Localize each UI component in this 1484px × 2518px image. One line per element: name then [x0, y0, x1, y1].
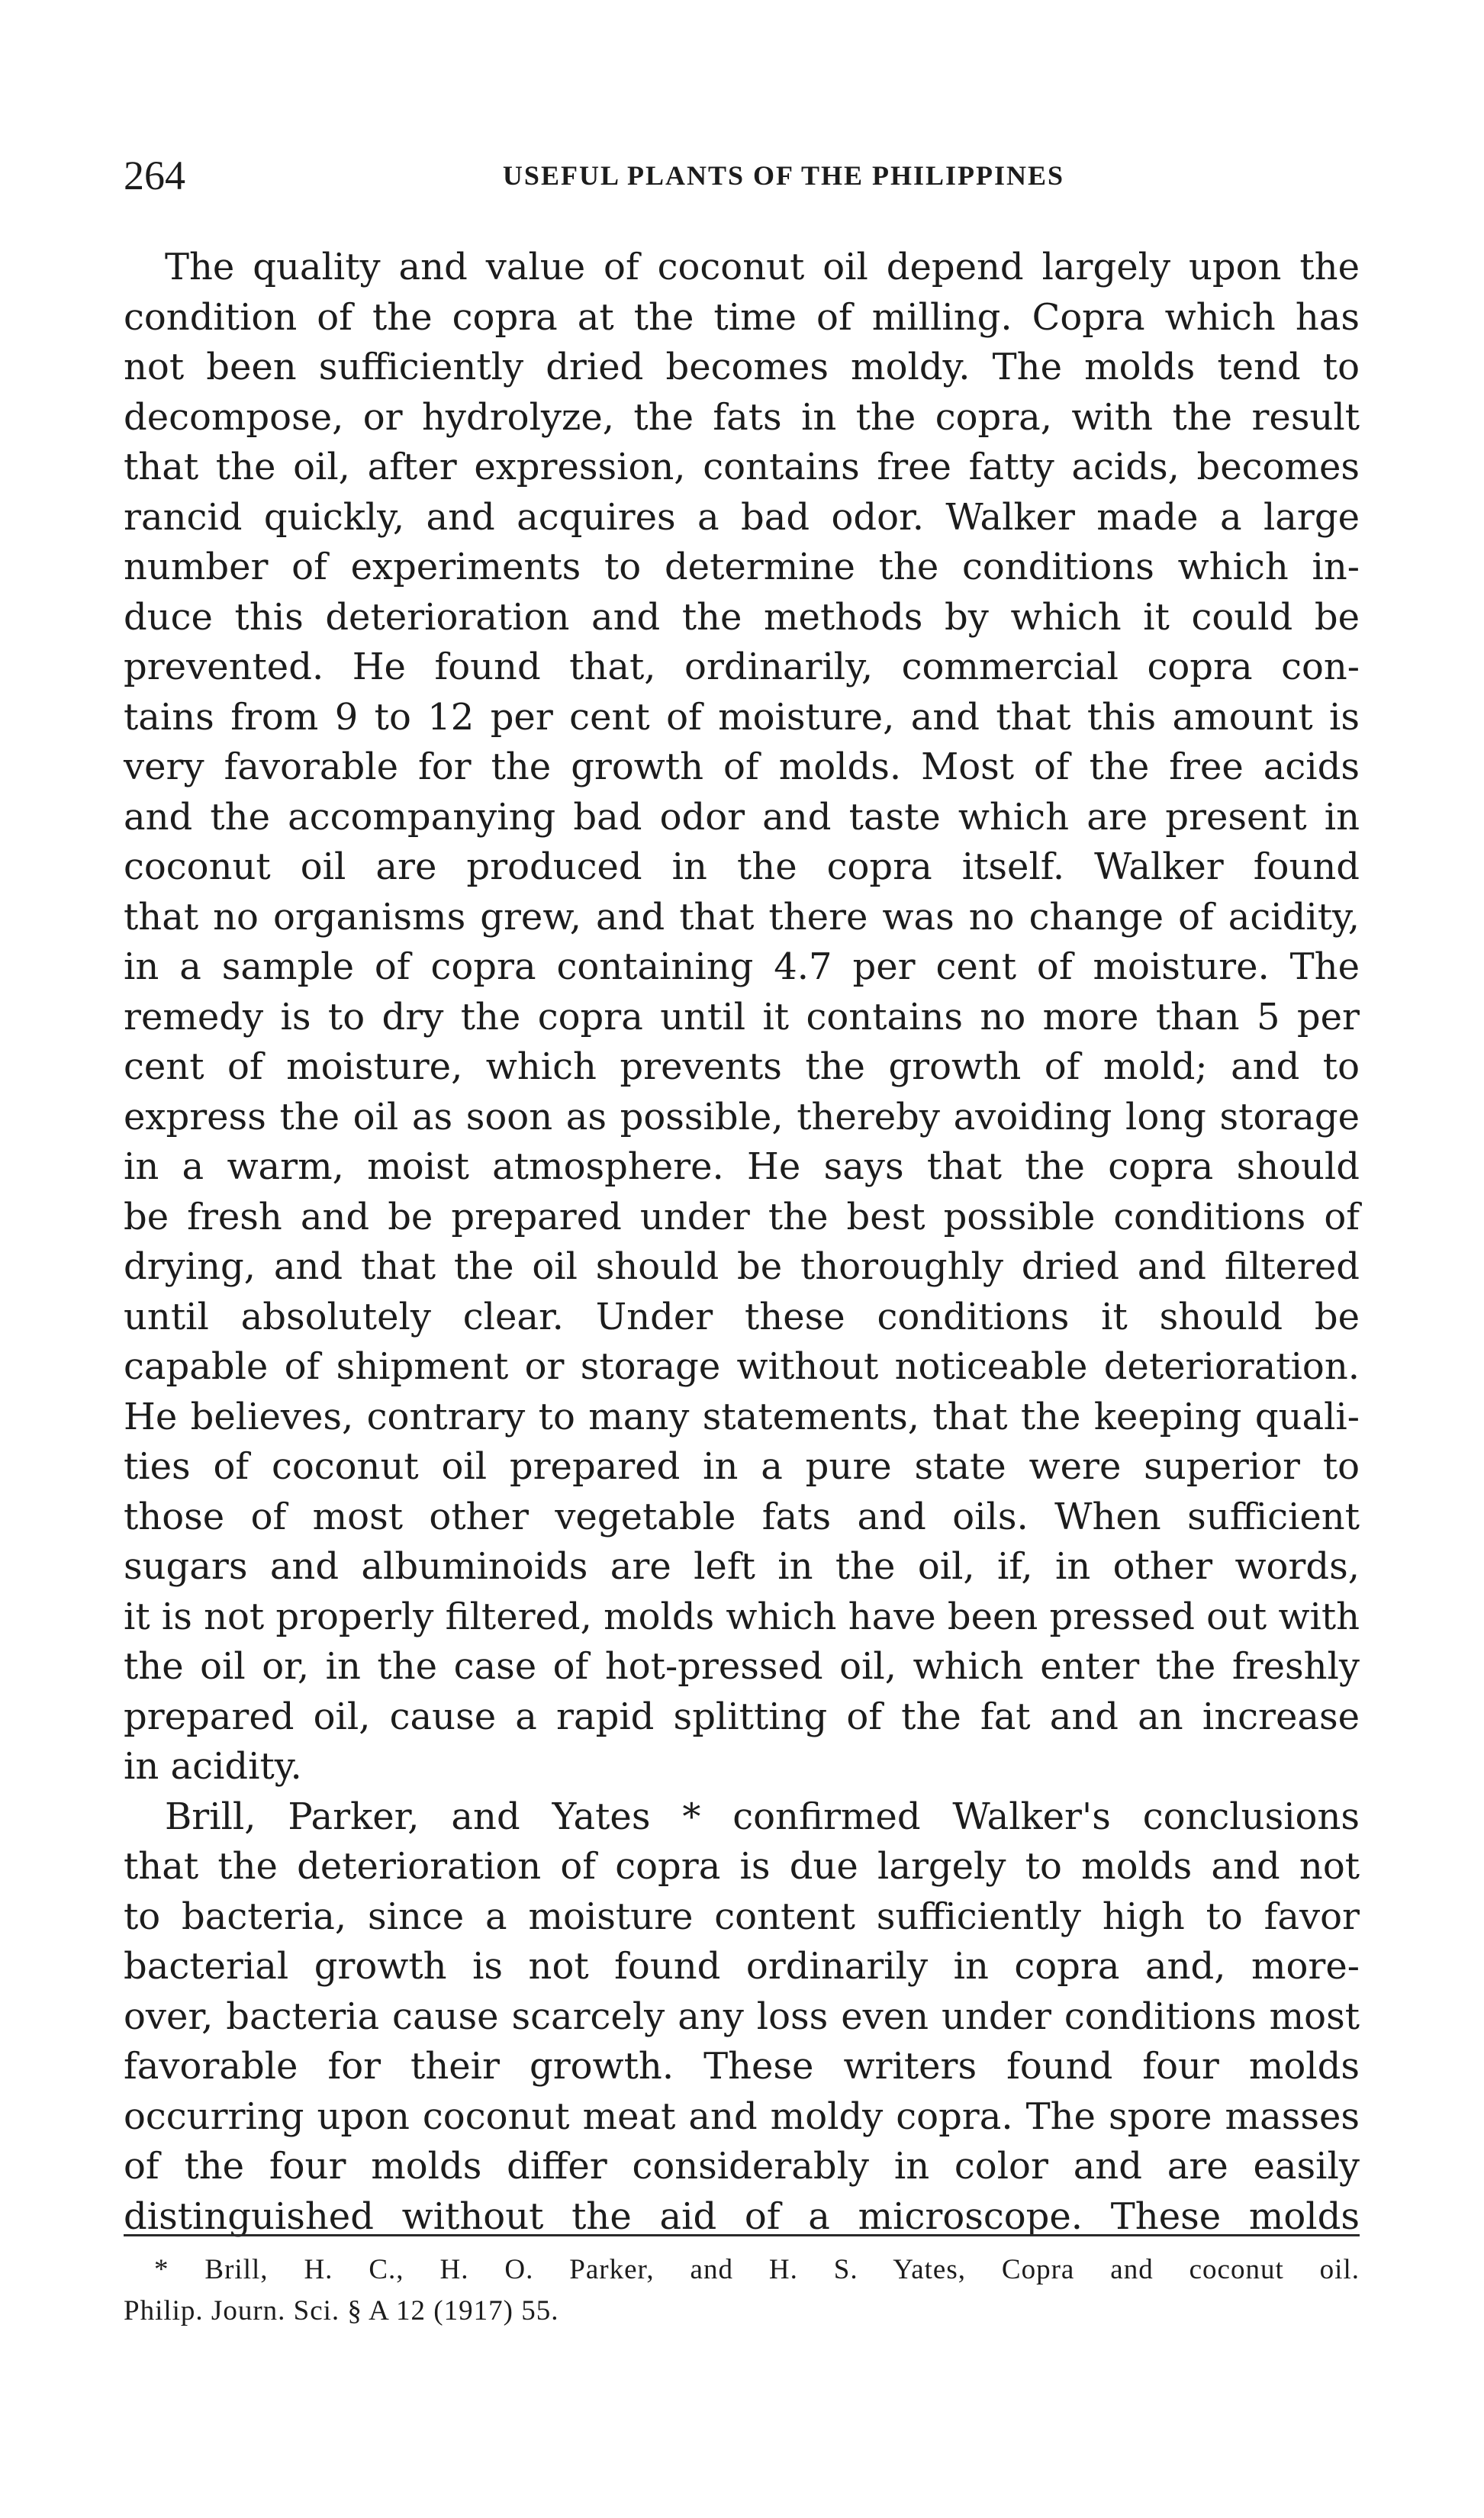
paragraph-1-line: decompose, or hydrolyze, the fats in the copra, with the result: [124, 395, 1360, 439]
paragraph-1-line: condition of the copra at the time of milling. Copra which has: [124, 295, 1360, 339]
paragraph-1-line: drying, and that the oil should be thoroughly dried and filtered: [124, 1245, 1360, 1288]
paragraph-1-line: number of experiments to determine the conditions which in-: [124, 546, 1360, 588]
paragraph-2-line: distinguished without the aid of a microscope. These molds: [124, 2194, 1360, 2238]
paragraph-2-line: over, bacteria cause scarcely any loss even under conditions most: [124, 1995, 1360, 2038]
paragraph-1-line: coconut oil are produced in the copra itself. Walker found: [124, 845, 1360, 888]
paragraph-1-line: until absolutely clear. Under these conditions it should be: [124, 1295, 1360, 1338]
page-header: [124, 151, 1360, 200]
paragraph-2-line: occurring upon coconut meat and moldy copra. The spore masses: [124, 2095, 1360, 2138]
paragraph-1-line: in a sample of copra containing 4.7 per cent of moisture. The: [124, 945, 1360, 988]
footnote-divider: [124, 2234, 1360, 2236]
paragraph-1-line: the oil or, in the case of hot-pressed oil, which enter the freshly: [124, 1645, 1360, 1688]
paragraph-1-line: be fresh and be prepared under the best possible conditions of: [124, 1195, 1360, 1238]
paragraph-2-line: that the deterioration of copra is due largely to molds and not: [124, 1845, 1360, 1888]
footnote-line: Philip. Journ. Sci. § A 12 (1917) 55.: [124, 2295, 559, 2326]
running-title: USEFUL PLANTS OF THE PHILIPPINES: [502, 160, 1065, 191]
paragraph-1-line: rancid quickly, and acquires a bad odor. Walker made a large: [124, 495, 1360, 539]
paragraph-2-line: of the four molds differ considerably in color and are easily: [124, 2145, 1360, 2188]
paragraph-1-line: prevented. He found that, ordinarily, commercial copra con-: [124, 646, 1360, 688]
paragraph-1-line: very favorable for the growth of molds. Most of the free acids: [124, 745, 1360, 788]
paragraph-2-line: bacterial growth is not found ordinarily in copra and, more-: [124, 1945, 1360, 1988]
footnote-line: * Brill, H. C., H. O. Parker, and H. S. Yates, Copra and coconut oil.: [154, 2254, 1360, 2285]
paragraph-1-line: that the oil, after expression, contains free fatty acids, becomes: [124, 446, 1360, 488]
paragraph-1-line: cent of moisture, which prevents the growth of mold; and to: [124, 1045, 1360, 1088]
paragraph-2-line: favorable for their growth. These writers found four molds: [124, 2045, 1360, 2088]
paragraph-1-line: ties of coconut oil prepared in a pure state were superior to: [124, 1445, 1360, 1488]
paragraph-2-line: to bacteria, since a moisture content sufficiently high to favor: [124, 1895, 1360, 1938]
paragraph-1-line: that no organisms grew, and that there was no change of acidity,: [124, 895, 1360, 939]
paragraph-1-line: it is not properly filtered, molds which have been pressed out with: [124, 1595, 1360, 1638]
paragraph-2-line: Brill, Parker, and Yates * confirmed Walker's conclusions: [165, 1795, 1360, 1838]
paragraph-1-line: capable of shipment or storage without noticeable deterioration.: [124, 1345, 1360, 1388]
paragraph-1-line: those of most other vegetable fats and oils. When sufficient: [124, 1495, 1360, 1538]
paragraph-1-line: He believes, contrary to many statements, that the keeping quali-: [124, 1395, 1360, 1438]
paragraph-1-line: in acidity.: [124, 1745, 302, 1788]
paragraph-1-line: duce this deterioration and the methods by which it could be: [124, 595, 1360, 639]
paragraph-1-line: and the accompanying bad odor and taste which are present in: [124, 795, 1360, 839]
paragraph-1-line: express the oil as soon as possible, thereby avoiding long storage: [124, 1095, 1360, 1138]
paragraph-1-line: The quality and value of coconut oil depend largely upon the: [165, 246, 1360, 288]
paragraph-1-line: not been sufficiently dried becomes moldy. The molds tend to: [124, 346, 1360, 388]
page-number: 264: [124, 153, 185, 198]
body-text: [124, 243, 1360, 2242]
paragraph-1-line: remedy is to dry the copra until it contains no more than 5 per: [124, 995, 1360, 1038]
paragraph-1-line: sugars and albuminoids are left in the oil, if, in other words,: [124, 1545, 1360, 1588]
paragraph-1-line: tains from 9 to 12 per cent of moisture, and that this amount is: [124, 695, 1360, 739]
paragraph-1-line: in a warm, moist atmosphere. He says that the copra should: [124, 1145, 1360, 1188]
footnote: [124, 2249, 1360, 2332]
paragraph-1-line: prepared oil, cause a rapid splitting of the fat and an increase: [124, 1695, 1360, 1738]
